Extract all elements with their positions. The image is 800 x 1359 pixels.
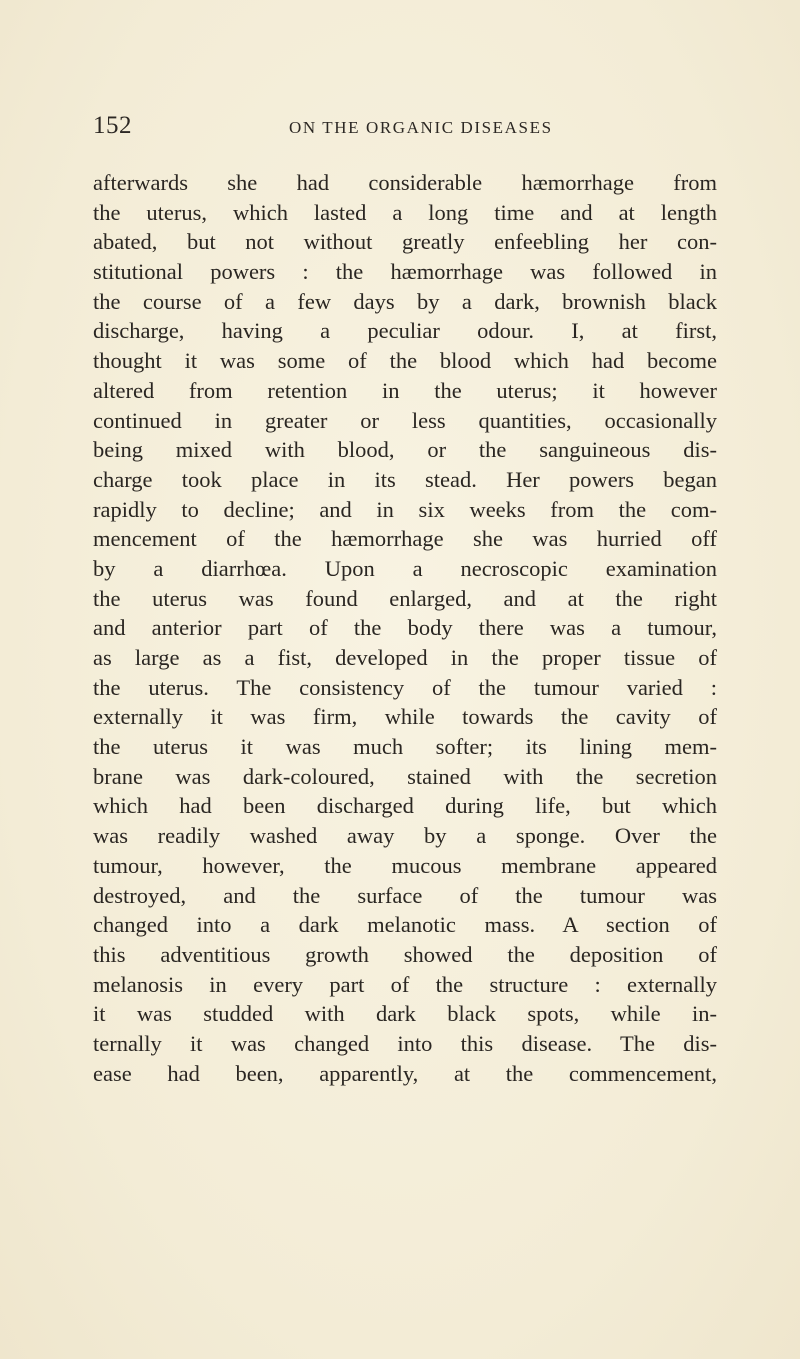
text-line: the uterus. The consistency of the tumour varied : [93, 674, 717, 700]
text-line: ease had been, apparently, at the commencement, [93, 1060, 717, 1086]
text-line: discharge, having a peculiar odour. I, at first, [93, 318, 717, 344]
body-text [93, 168, 717, 1088]
running-head: ON THE ORGANIC DISEASES [289, 118, 553, 137]
text-line: and anterior part of the body there was a tumour, [93, 615, 717, 641]
text-line: continued in greater or less quantities, occasionally [93, 407, 717, 433]
page-number: 152 [93, 112, 132, 139]
text-line: tumour, however, the mucous membrane appeared [93, 852, 717, 878]
text-line: abated, but not without greatly enfeebling her con- [93, 229, 717, 255]
text-line: the uterus it was much softer; its lining mem- [93, 734, 717, 760]
text-line: as large as a fist, developed in the proper tissue of [93, 645, 717, 670]
text-line: altered from retention in the uterus; it however [93, 377, 717, 403]
text-line: the course of a few days by a dark, brownish black [93, 288, 717, 314]
text-line: changed into a dark melanotic mass. A section of [93, 912, 717, 938]
text-line: melanosis in every part of the structure : externally [93, 971, 717, 997]
text-line: charge took place in its stead. Her powers began [93, 466, 717, 492]
text-line: by a diarrhœa. Upon a necroscopic examination [93, 555, 717, 581]
text-line: the uterus, which lasted a long time and at length [93, 199, 717, 225]
text-line: externally it was firm, while towards the cavity of [93, 704, 717, 730]
text-line: this adventitious growth showed the deposition of [93, 941, 717, 967]
text-line: the uterus was found enlarged, and at the right [93, 585, 717, 611]
text-line: it was studded with dark black spots, while in- [93, 1001, 717, 1027]
page-header [93, 112, 713, 142]
text-line: ternally it was changed into this disease. The dis- [93, 1030, 717, 1056]
text-line: mencement of the hæmorrhage she was hurried off [93, 526, 717, 552]
text-line: destroyed, and the surface of the tumour was [93, 882, 717, 908]
text-line: thought it was some of the blood which had become [93, 348, 717, 374]
text-line: brane was dark-coloured, stained with the secretion [93, 763, 717, 789]
text-line: afterwards she had considerable hæmorrhage from [93, 170, 717, 195]
text-line: stitutional powers : the hæmorrhage was followed in [93, 259, 717, 285]
text-line: rapidly to decline; and in six weeks from the com- [93, 496, 717, 522]
text-line: which had been discharged during life, but which [93, 793, 717, 819]
text-line: was readily washed away by a sponge. Over the [93, 823, 717, 849]
text-line: being mixed with blood, or the sanguineous dis- [93, 437, 717, 463]
